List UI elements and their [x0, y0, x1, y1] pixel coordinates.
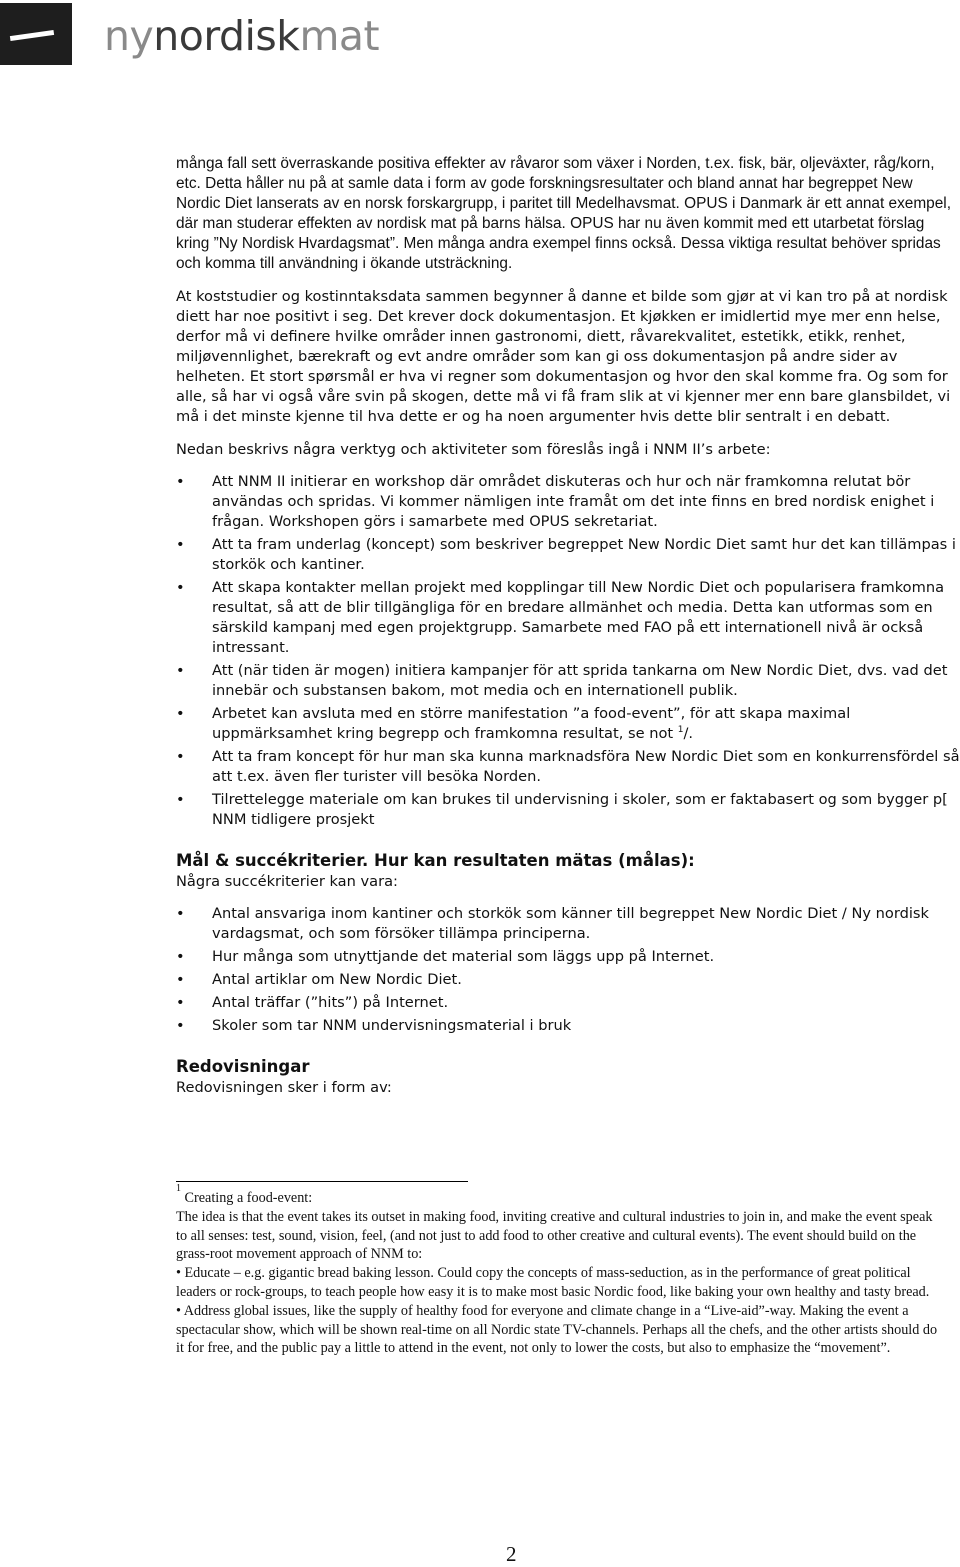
- tools-list: [176, 472, 960, 830]
- list-item: • Tilrettelegge materiale om kan brukes til undervisning i skoler, som er faktabasert og som bygger p[ NNM tidligere prosjekt: [176, 791, 948, 828]
- list-item: • Hur många som utnyttjande det material som läggs upp på Internet.: [176, 948, 715, 965]
- footnote: [176, 1183, 946, 1358]
- list-item: • Antal artiklar om New Nordic Diet.: [176, 971, 462, 988]
- paragraph-intro: många fall sett överraskande positiva effekter av råvaror som växer i Norden, t.ex. fisk, bär, oljeväxter, råg/korn, etc. Detta håller nu på at samle data i form av gode forskningsresultater och bland annat har begreppet New Nordic Diet lanserats av en norsk forskargrupp, i paritet till Medelhavsmat. OPUS i Danmark är ett annat exempel, där man studerar effekten av nordisk mat på barns hälsa. OPUS har nu även kommit med ett utarbetat förslag kring ”Ny Nordisk Hvardagsmat”. Men många andra exempel finns också. Dessa viktiga resultat behöver spridas och komma till användning i ökande utsträckning.: [176, 155, 951, 272]
- list-item: • Att NNM II initierar en workshop där området diskuteras och hur och när framkomna relutat bör användas och spridas. Vi kommer nämligen inte framåt om det inte finns en bred nordisk enighet i frågan. Workshopen görs i samarbete med OPUS sekretariat.: [176, 473, 935, 530]
- paragraph-reports-intro: Redovisningen sker i form av:: [176, 1079, 392, 1096]
- paragraph-tools-intro: Nedan beskrivs några verktyg och aktiviteter som föreslås ingå i NNM II’s arbete:: [176, 441, 771, 458]
- logo: [0, 0, 420, 70]
- footnote-item: • Educate – e.g. gigantic bread baking lesson. Could copy the concepts of mass-seduction, as in the performance of great political leaders or rock-groups, to teach people how easy it is to make most basic Nordic food, like baking your own healthy and tasty bread.: [176, 1265, 930, 1300]
- paragraph-criteria-intro: Några succékriterier kan vara:: [176, 873, 398, 890]
- footnote-item: • Address global issues, like the supply of healthy food for everyone and climate change in a “Live-aid”-way. Making the event a spectacular show, which will be shown real-time on all Nordic state TV-channels. Perhaps all the chefs, and the other artists should do it for free, and the public pay a little to attend in the event, not only to lower the costs, but also to emphasize the “movement”.: [176, 1302, 938, 1357]
- footnote-title: $^1$ Creating a food-event:: [176, 1183, 313, 1206]
- list-item: • Antal ansvariga inom kantiner och storkök som känner till begreppet New Nordic Diet / Ny nordisk vardagsmat, och som försöker tillämpa principerna.: [176, 905, 929, 942]
- logo-mark: [0, 3, 72, 65]
- footnote-divider: [176, 1181, 468, 1182]
- list-item: • Skoler som tar NNM undervisningsmaterial i bruk: [176, 1017, 572, 1034]
- list-item: • Arbetet kan avsluta med en större manifestation ”a food-event”, för att skapa maximal uppmärksamhet kring begrepp och framkomna resultat, se not $^1$/.: [176, 705, 851, 742]
- list-item: • Att skapa kontakter mellan projekt med kopplingar till New Nordic Diet och popularisera framkomna resultat, så att de blir tillgängliga för en bredare allmänhet och media. Detta kan utformas som en särskild kampanj med egen projektgrupp. Samarbete med FAO på ett internationell nivå är också intressant.: [176, 579, 945, 656]
- criteria-list: [176, 904, 960, 1036]
- main-content: [176, 154, 960, 1098]
- footnote-text: The idea is that the event takes its outset in making food, inviting creative and cultural industries to join in, and make the event speak to all senses: test, sound, vision, feel, (and not just to add food to other creative and cultural events). The event should build on the grass-root movement approach of NNM to:: [176, 1208, 933, 1263]
- list-item: • Att (när tiden är mogen) initiera kampanjer för att sprida tankarna om New Nordic Diet, dvs. vad det innebär och substansen bakom, mot media och en internationell publik.: [176, 662, 948, 699]
- page-number: 2: [506, 1542, 517, 1566]
- list-item: • Att ta fram koncept för hur man ska kunna marknadsföra New Nordic Diet som en konkurrensfördel så att t.ex. även fler turister vill besöka Norden.: [176, 748, 960, 785]
- list-item: • Antal träffar (”hits”) på Internet.: [176, 994, 449, 1011]
- logo-wordmark: nynordiskmat: [104, 12, 380, 60]
- footnote-ref: 1: [677, 725, 684, 736]
- paragraph-documentation: At koststudier og kostinntaksdata sammen begynner å danne et bilde som gjør at vi kan tro på at nordisk diett har noe positivt i seg. Det krever dock dokumentasjon. Et kjøkken er imidlertid mye mer enn helse, derfor må vi definere hvilke områder innen gastronomi, diett, råvarekvalitet, estetikk, etikk, renhet, miljøvennlighet, bærekraft og evt andre områder som kan gi oss dokumentasjon på andre sider av helheten. Et stort spørsmål er hva vi regner som dokumentasjon og hvor den skal komme fra. Og som for alle, så har vi også våre svin på skogen, dette må vi få fram slik at vi kjenner mer enn bare glansbildet, vi må i det minste kjenne til hva dette er og ha noen argumenter hvis dette blir sentralt i en debatt.: [176, 288, 951, 425]
- list-item: • Att ta fram underlag (koncept) som beskriver begreppet New Nordic Diet samt hur det kan tillämpas i storkök och kantiner.: [176, 536, 956, 573]
- heading-success-criteria: Mål & succékriterier. Hur kan resultaten mätas (målas):: [176, 851, 695, 870]
- heading-reports: Redovisningar: [176, 1057, 310, 1076]
